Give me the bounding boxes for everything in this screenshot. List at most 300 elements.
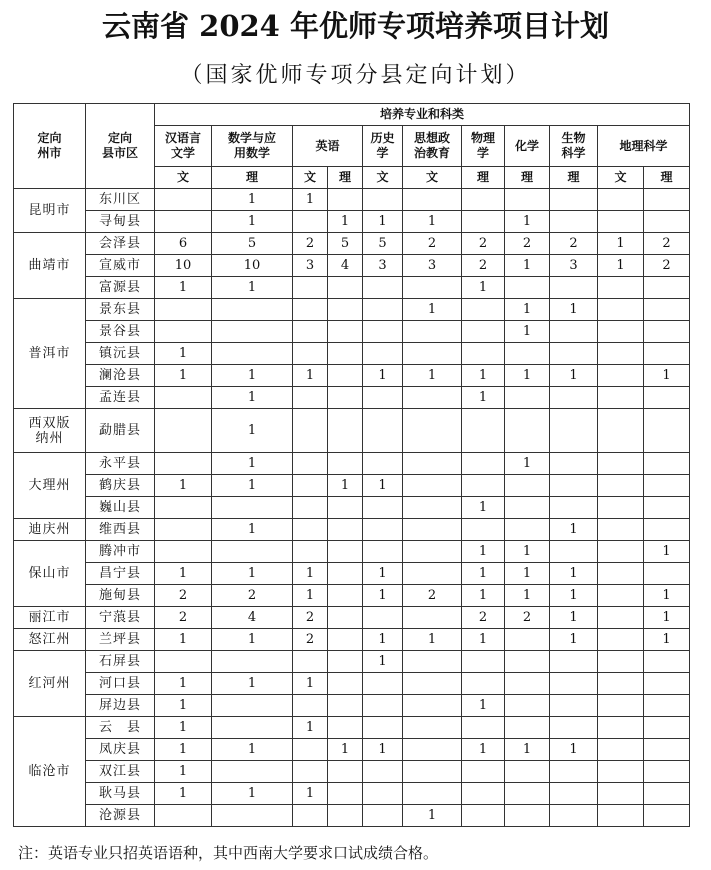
value-cell: 1 bbox=[155, 365, 212, 387]
value-cell bbox=[363, 805, 403, 827]
value-cell: 1 bbox=[505, 255, 550, 277]
value-cell: 2 bbox=[505, 607, 550, 629]
value-cell bbox=[505, 387, 550, 409]
county-cell: 宁蒗县 bbox=[86, 607, 155, 629]
value-cell bbox=[293, 739, 328, 761]
value-cell bbox=[462, 409, 505, 453]
value-cell bbox=[598, 805, 644, 827]
table-row bbox=[14, 805, 690, 827]
value-cell: 3 bbox=[363, 255, 403, 277]
value-cell bbox=[155, 321, 212, 343]
value-cell: 1 bbox=[155, 629, 212, 651]
city-cell: 临沧市 bbox=[14, 717, 86, 827]
value-cell bbox=[363, 277, 403, 299]
value-cell bbox=[212, 651, 293, 673]
value-cell: 1 bbox=[212, 739, 293, 761]
value-cell: 1 bbox=[403, 299, 462, 321]
value-cell bbox=[644, 299, 690, 321]
value-cell bbox=[403, 541, 462, 563]
value-cell bbox=[598, 189, 644, 211]
value-cell bbox=[155, 211, 212, 233]
value-cell: 2 bbox=[403, 233, 462, 255]
value-cell: 1 bbox=[462, 541, 505, 563]
value-cell bbox=[550, 343, 598, 365]
value-cell: 1 bbox=[550, 739, 598, 761]
value-cell bbox=[328, 387, 363, 409]
value-cell: 1 bbox=[363, 563, 403, 585]
value-cell bbox=[598, 365, 644, 387]
value-cell bbox=[328, 365, 363, 387]
table-row bbox=[14, 365, 690, 387]
value-cell bbox=[155, 805, 212, 827]
value-cell: 1 bbox=[212, 475, 293, 497]
value-cell bbox=[155, 299, 212, 321]
value-cell bbox=[462, 299, 505, 321]
value-cell bbox=[598, 299, 644, 321]
value-cell bbox=[363, 497, 403, 519]
value-cell bbox=[644, 387, 690, 409]
value-cell: 1 bbox=[644, 541, 690, 563]
value-cell bbox=[328, 585, 363, 607]
value-cell bbox=[644, 277, 690, 299]
value-cell: 10 bbox=[155, 255, 212, 277]
value-cell: 1 bbox=[212, 409, 293, 453]
value-cell: 1 bbox=[293, 563, 328, 585]
value-cell: 1 bbox=[212, 211, 293, 233]
value-cell: 2 bbox=[644, 233, 690, 255]
value-cell: 1 bbox=[403, 365, 462, 387]
plan-table bbox=[13, 103, 690, 827]
value-cell: 1 bbox=[212, 365, 293, 387]
value-cell bbox=[328, 321, 363, 343]
value-cell: 1 bbox=[212, 277, 293, 299]
county-cell: 维西县 bbox=[86, 519, 155, 541]
value-cell: 2 bbox=[550, 233, 598, 255]
value-cell: 1 bbox=[363, 365, 403, 387]
county-cell: 腾冲市 bbox=[86, 541, 155, 563]
table-row bbox=[14, 299, 690, 321]
value-cell bbox=[403, 189, 462, 211]
county-cell: 澜沧县 bbox=[86, 365, 155, 387]
value-cell bbox=[403, 387, 462, 409]
value-cell: 1 bbox=[462, 277, 505, 299]
value-cell bbox=[363, 541, 403, 563]
value-cell bbox=[598, 607, 644, 629]
value-cell bbox=[155, 453, 212, 475]
value-cell: 1 bbox=[505, 453, 550, 475]
value-cell: 1 bbox=[505, 541, 550, 563]
value-cell bbox=[403, 321, 462, 343]
value-cell bbox=[462, 673, 505, 695]
page-title: 云南省 2024 年优师专项培养项目计划 bbox=[102, 9, 609, 43]
county-cell: 勐腊县 bbox=[86, 409, 155, 453]
value-cell bbox=[598, 321, 644, 343]
value-cell bbox=[550, 805, 598, 827]
value-cell bbox=[505, 783, 550, 805]
value-cell bbox=[212, 497, 293, 519]
value-cell: 1 bbox=[155, 739, 212, 761]
value-cell bbox=[403, 453, 462, 475]
value-cell: 1 bbox=[505, 299, 550, 321]
city-cell: 保山市 bbox=[14, 541, 86, 607]
table-row bbox=[14, 453, 690, 475]
value-cell bbox=[328, 277, 363, 299]
value-cell bbox=[505, 343, 550, 365]
value-cell bbox=[644, 189, 690, 211]
county-cell: 屏边县 bbox=[86, 695, 155, 717]
value-cell: 2 bbox=[155, 585, 212, 607]
value-cell: 1 bbox=[363, 739, 403, 761]
value-cell bbox=[328, 541, 363, 563]
value-cell bbox=[212, 805, 293, 827]
value-cell bbox=[550, 211, 598, 233]
value-cell bbox=[505, 277, 550, 299]
county-cell: 云 县 bbox=[86, 717, 155, 739]
value-cell bbox=[403, 497, 462, 519]
footnote: 注：英语专业只招英语语种，其中西南大学要求口试成绩合格。 bbox=[18, 844, 439, 862]
county-cell: 兰坪县 bbox=[86, 629, 155, 651]
value-cell bbox=[328, 497, 363, 519]
value-cell: 1 bbox=[462, 739, 505, 761]
value-cell: 1 bbox=[212, 519, 293, 541]
table-row bbox=[14, 255, 690, 277]
table-row bbox=[14, 783, 690, 805]
value-cell: 1 bbox=[155, 277, 212, 299]
table-row bbox=[14, 409, 690, 453]
value-cell bbox=[328, 805, 363, 827]
major-header bbox=[462, 126, 505, 167]
category-cell: 文 bbox=[293, 167, 328, 189]
major-label: 汉语言 文学 bbox=[164, 131, 201, 160]
value-cell bbox=[293, 299, 328, 321]
table-row bbox=[14, 321, 690, 343]
value-cell bbox=[644, 497, 690, 519]
table-row bbox=[14, 739, 690, 761]
value-cell: 1 bbox=[598, 255, 644, 277]
table-row bbox=[14, 761, 690, 783]
city-cell: 西双版 纳州 bbox=[14, 409, 86, 453]
value-cell bbox=[462, 717, 505, 739]
value-cell bbox=[363, 321, 403, 343]
value-cell bbox=[155, 541, 212, 563]
value-cell bbox=[293, 453, 328, 475]
value-cell: 1 bbox=[328, 739, 363, 761]
table-row bbox=[14, 343, 690, 365]
value-cell: 5 bbox=[363, 233, 403, 255]
value-cell: 3 bbox=[293, 255, 328, 277]
table-row bbox=[14, 189, 690, 211]
value-cell bbox=[644, 475, 690, 497]
value-cell bbox=[462, 453, 505, 475]
value-cell bbox=[363, 189, 403, 211]
value-cell: 2 bbox=[293, 607, 328, 629]
value-cell bbox=[550, 453, 598, 475]
table-row bbox=[14, 695, 690, 717]
major-header bbox=[155, 126, 212, 167]
table-row bbox=[14, 585, 690, 607]
value-cell bbox=[598, 387, 644, 409]
value-cell bbox=[462, 475, 505, 497]
value-cell bbox=[363, 343, 403, 365]
value-cell: 2 bbox=[462, 233, 505, 255]
value-cell bbox=[293, 805, 328, 827]
value-cell bbox=[598, 343, 644, 365]
major-header bbox=[550, 126, 598, 167]
major-label: 英语 bbox=[315, 138, 340, 153]
value-cell bbox=[363, 695, 403, 717]
value-cell bbox=[328, 629, 363, 651]
value-cell: 1 bbox=[212, 453, 293, 475]
value-cell bbox=[155, 497, 212, 519]
value-cell bbox=[403, 607, 462, 629]
value-cell bbox=[644, 717, 690, 739]
value-cell: 6 bbox=[155, 233, 212, 255]
value-cell bbox=[505, 673, 550, 695]
value-cell bbox=[550, 761, 598, 783]
value-cell bbox=[212, 299, 293, 321]
value-cell: 1 bbox=[155, 717, 212, 739]
category-cell: 文 bbox=[155, 167, 212, 189]
value-cell bbox=[598, 585, 644, 607]
value-cell: 5 bbox=[328, 233, 363, 255]
value-cell bbox=[598, 497, 644, 519]
value-cell: 1 bbox=[293, 189, 328, 211]
value-cell bbox=[462, 805, 505, 827]
value-cell bbox=[550, 717, 598, 739]
major-header bbox=[598, 126, 690, 167]
value-cell bbox=[403, 695, 462, 717]
value-cell bbox=[212, 321, 293, 343]
city-cell: 曲靖市 bbox=[14, 233, 86, 299]
value-cell bbox=[644, 783, 690, 805]
value-cell bbox=[598, 651, 644, 673]
value-cell bbox=[598, 695, 644, 717]
value-cell: 5 bbox=[212, 233, 293, 255]
value-cell bbox=[550, 409, 598, 453]
value-cell: 3 bbox=[550, 255, 598, 277]
plan-table-body bbox=[14, 189, 690, 827]
value-cell bbox=[598, 563, 644, 585]
value-cell: 1 bbox=[212, 387, 293, 409]
value-cell: 1 bbox=[212, 563, 293, 585]
table-row bbox=[14, 233, 690, 255]
header-city-text: 定向 州市 bbox=[37, 131, 62, 160]
major-label: 生物 科学 bbox=[561, 131, 586, 160]
header-group: 培养专业和科类 bbox=[155, 104, 690, 126]
value-cell: 1 bbox=[293, 365, 328, 387]
county-cell: 景谷县 bbox=[86, 321, 155, 343]
value-cell: 1 bbox=[155, 695, 212, 717]
city-cell: 怒江州 bbox=[14, 629, 86, 651]
value-cell bbox=[293, 475, 328, 497]
value-cell: 1 bbox=[293, 673, 328, 695]
value-cell: 1 bbox=[328, 211, 363, 233]
value-cell: 1 bbox=[363, 629, 403, 651]
value-cell: 1 bbox=[462, 497, 505, 519]
header-county-text: 定向 县市区 bbox=[101, 131, 138, 160]
value-cell bbox=[462, 321, 505, 343]
value-cell bbox=[212, 343, 293, 365]
table-row bbox=[14, 629, 690, 651]
table-row bbox=[14, 211, 690, 233]
value-cell bbox=[462, 519, 505, 541]
value-cell bbox=[155, 651, 212, 673]
county-cell: 鹤庆县 bbox=[86, 475, 155, 497]
value-cell bbox=[363, 673, 403, 695]
value-cell: 2 bbox=[462, 255, 505, 277]
value-cell bbox=[212, 541, 293, 563]
value-cell bbox=[293, 321, 328, 343]
value-cell bbox=[462, 211, 505, 233]
table-row bbox=[14, 387, 690, 409]
value-cell: 1 bbox=[212, 783, 293, 805]
city-cell: 大理州 bbox=[14, 453, 86, 519]
value-cell bbox=[550, 387, 598, 409]
value-cell bbox=[328, 607, 363, 629]
table-row bbox=[14, 717, 690, 739]
page-subtitle: （国家优师专项分县定向计划） bbox=[180, 63, 531, 88]
value-cell bbox=[212, 717, 293, 739]
category-cell: 理 bbox=[328, 167, 363, 189]
value-cell bbox=[598, 409, 644, 453]
category-cell: 理 bbox=[550, 167, 598, 189]
value-cell bbox=[363, 607, 403, 629]
value-cell bbox=[363, 299, 403, 321]
value-cell bbox=[293, 343, 328, 365]
major-label: 思想政 治教育 bbox=[413, 131, 450, 160]
value-cell bbox=[644, 651, 690, 673]
county-cell: 孟连县 bbox=[86, 387, 155, 409]
value-cell bbox=[598, 739, 644, 761]
category-cell: 理 bbox=[462, 167, 505, 189]
value-cell bbox=[293, 651, 328, 673]
value-cell: 1 bbox=[155, 343, 212, 365]
value-cell: 1 bbox=[644, 585, 690, 607]
value-cell: 1 bbox=[644, 607, 690, 629]
value-cell bbox=[403, 277, 462, 299]
value-cell bbox=[462, 343, 505, 365]
county-cell: 巍山县 bbox=[86, 497, 155, 519]
value-cell bbox=[363, 761, 403, 783]
value-cell: 1 bbox=[505, 321, 550, 343]
value-cell bbox=[550, 189, 598, 211]
category-cell: 文 bbox=[403, 167, 462, 189]
value-cell bbox=[328, 519, 363, 541]
category-cell: 文 bbox=[598, 167, 644, 189]
value-cell bbox=[598, 519, 644, 541]
value-cell bbox=[403, 761, 462, 783]
value-cell bbox=[328, 783, 363, 805]
table-row bbox=[14, 673, 690, 695]
major-header bbox=[403, 126, 462, 167]
value-cell bbox=[505, 717, 550, 739]
value-cell bbox=[644, 321, 690, 343]
value-cell bbox=[403, 409, 462, 453]
table-row bbox=[14, 519, 690, 541]
value-cell bbox=[644, 695, 690, 717]
value-cell bbox=[293, 277, 328, 299]
value-cell: 1 bbox=[328, 475, 363, 497]
value-cell bbox=[403, 651, 462, 673]
value-cell: 1 bbox=[155, 783, 212, 805]
value-cell bbox=[328, 409, 363, 453]
city-cell: 昆明市 bbox=[14, 189, 86, 233]
value-cell bbox=[644, 519, 690, 541]
value-cell bbox=[403, 343, 462, 365]
value-cell bbox=[363, 783, 403, 805]
value-cell bbox=[293, 211, 328, 233]
value-cell: 1 bbox=[550, 607, 598, 629]
value-cell bbox=[328, 299, 363, 321]
value-cell bbox=[155, 189, 212, 211]
value-cell bbox=[328, 761, 363, 783]
value-cell: 3 bbox=[403, 255, 462, 277]
value-cell bbox=[505, 761, 550, 783]
value-cell bbox=[293, 519, 328, 541]
value-cell bbox=[403, 563, 462, 585]
value-cell bbox=[462, 651, 505, 673]
city-cell: 普洱市 bbox=[14, 299, 86, 409]
value-cell bbox=[293, 409, 328, 453]
city-cell: 丽江市 bbox=[14, 607, 86, 629]
value-cell: 1 bbox=[212, 189, 293, 211]
table-row bbox=[14, 277, 690, 299]
value-cell bbox=[212, 761, 293, 783]
value-cell: 1 bbox=[462, 563, 505, 585]
value-cell bbox=[644, 761, 690, 783]
county-cell: 会泽县 bbox=[86, 233, 155, 255]
value-cell: 1 bbox=[155, 761, 212, 783]
value-cell: 1 bbox=[550, 299, 598, 321]
value-cell bbox=[644, 211, 690, 233]
value-cell: 4 bbox=[328, 255, 363, 277]
county-cell: 河口县 bbox=[86, 673, 155, 695]
value-cell bbox=[598, 629, 644, 651]
value-cell: 1 bbox=[505, 365, 550, 387]
value-cell: 1 bbox=[363, 211, 403, 233]
value-cell: 2 bbox=[462, 607, 505, 629]
county-cell: 石屏县 bbox=[86, 651, 155, 673]
table-row bbox=[14, 563, 690, 585]
value-cell bbox=[598, 673, 644, 695]
value-cell bbox=[155, 519, 212, 541]
table-row bbox=[14, 541, 690, 563]
value-cell: 1 bbox=[644, 365, 690, 387]
value-cell bbox=[403, 783, 462, 805]
major-header bbox=[293, 126, 363, 167]
value-cell: 1 bbox=[462, 585, 505, 607]
value-cell: 1 bbox=[293, 783, 328, 805]
value-cell: 1 bbox=[550, 519, 598, 541]
value-cell bbox=[293, 497, 328, 519]
value-cell: 1 bbox=[212, 673, 293, 695]
value-cell bbox=[293, 761, 328, 783]
value-cell bbox=[328, 673, 363, 695]
value-cell bbox=[462, 783, 505, 805]
value-cell: 1 bbox=[505, 585, 550, 607]
value-cell bbox=[363, 387, 403, 409]
value-cell bbox=[644, 805, 690, 827]
value-cell bbox=[403, 673, 462, 695]
value-cell: 1 bbox=[155, 563, 212, 585]
major-label: 物理 学 bbox=[470, 131, 495, 160]
county-cell: 富源县 bbox=[86, 277, 155, 299]
value-cell: 4 bbox=[212, 607, 293, 629]
value-cell: 1 bbox=[403, 805, 462, 827]
header-county bbox=[86, 104, 155, 189]
value-cell bbox=[403, 739, 462, 761]
value-cell bbox=[363, 409, 403, 453]
